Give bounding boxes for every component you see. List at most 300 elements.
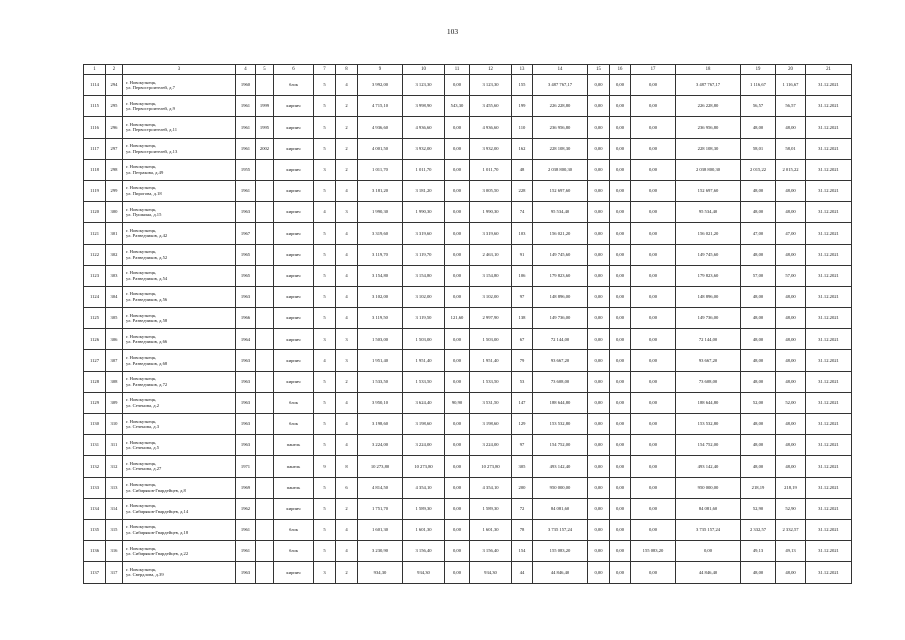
table-cell: 4 (336, 244, 358, 265)
table-cell: 1963 (236, 350, 256, 371)
address-cell (123, 180, 236, 201)
table-cell: 10 273,80 (403, 456, 445, 477)
column-number-cell: 8 (336, 65, 358, 75)
table-cell: 93 667,20 (533, 350, 588, 371)
table-cell: 0,00 (631, 456, 676, 477)
page-number: 103 (446, 27, 459, 36)
address-cell (123, 244, 236, 265)
table-cell: 3 992,00 (358, 75, 403, 96)
table-row (84, 138, 852, 159)
table-row (84, 435, 852, 456)
table-cell: 1 589,30 (470, 498, 512, 519)
address-line: г. Новокузнецк, (126, 545, 157, 551)
table-cell: 1133 (84, 477, 106, 498)
address-line: ул. Разведчиков, д.42 (126, 233, 168, 239)
table-cell: 1 589,30 (403, 498, 445, 519)
table-cell: 493 142,40 (533, 456, 588, 477)
table-cell: 48,00 (741, 117, 776, 138)
table-cell: блок (274, 75, 314, 96)
column-number-cell: 3 (123, 65, 236, 75)
table-cell: 4 (336, 308, 358, 329)
table-cell: 149 736,00 (676, 308, 741, 329)
table-cell: 0,00 (445, 138, 470, 159)
table-cell: 79 (512, 350, 533, 371)
table-cell: 31.12.2021 (806, 498, 852, 519)
table-cell: 0,00 (610, 96, 631, 117)
address-line: г. Новокузнецк, (126, 439, 157, 445)
table-cell: 0,00 (445, 286, 470, 307)
table-cell: 5 (314, 96, 336, 117)
table-cell: 1 503,00 (358, 329, 403, 350)
table-cell: 228 108,30 (676, 138, 741, 159)
column-number-cell: 1 (84, 65, 106, 75)
table-row (84, 180, 852, 201)
address-line: г. Новокузнецк, (126, 460, 157, 466)
address-cell (123, 75, 236, 96)
address-line: ул. Разведчиков, д.54 (126, 275, 168, 281)
table-cell: 0,00 (445, 159, 470, 180)
table-cell: 48,00 (741, 244, 776, 265)
table-cell: 200 (512, 477, 533, 498)
table-cell: 48,00 (776, 308, 806, 329)
address-line: г. Новокузнецк, (126, 418, 157, 424)
table-cell: 0,00 (610, 308, 631, 329)
table-cell: 0,00 (610, 117, 631, 138)
address-cell (123, 286, 236, 307)
table-cell: 0,00 (445, 117, 470, 138)
address-cell (123, 498, 236, 519)
table-cell: 218,19 (741, 477, 776, 498)
table-cell: 44 (512, 562, 533, 583)
table-cell: 5 (314, 477, 336, 498)
table-cell: 31.12.2021 (806, 435, 852, 456)
table-cell: 0,00 (588, 286, 610, 307)
table-cell: 4 (336, 435, 358, 456)
address-line: г. Новокузнецк, (126, 312, 157, 318)
address-line: г. Новокузнецк, (126, 143, 157, 149)
table-cell: 93 667,20 (676, 350, 741, 371)
table-cell: 31.12.2021 (806, 308, 852, 329)
table-cell: 1961 (236, 180, 256, 201)
table-cell: 5 (314, 286, 336, 307)
table-cell: 1969 (236, 477, 256, 498)
column-number-cell: 9 (358, 65, 403, 75)
table-cell: 1129 (84, 392, 106, 413)
table-cell: 31.12.2021 (806, 265, 852, 286)
address-cell (123, 519, 236, 540)
table-cell: 1 533,50 (403, 371, 445, 392)
table-cell: 0,00 (631, 392, 676, 413)
table-cell: 84 081,60 (533, 498, 588, 519)
table-cell: кирпич (274, 117, 314, 138)
table-cell: 294 (106, 75, 123, 96)
column-number-cell: 16 (610, 65, 631, 75)
table-cell: 106 (512, 265, 533, 286)
table-cell: 48,00 (776, 202, 806, 223)
table-cell: 48,00 (741, 562, 776, 583)
table-cell: 56,57 (741, 96, 776, 117)
table-cell: 48,00 (776, 435, 806, 456)
table-cell: 0,00 (631, 223, 676, 244)
table-cell: 0,00 (588, 223, 610, 244)
table-cell: 48,00 (776, 117, 806, 138)
table-cell: 1131 (84, 435, 106, 456)
address-line: ул. Сеченова, д.2 (126, 402, 160, 408)
table-row (84, 244, 852, 265)
table-cell: 236 956,80 (676, 117, 741, 138)
address-line: ул. Свердлова, д.39 (126, 572, 164, 578)
table-cell: 58,01 (741, 138, 776, 159)
table-cell: 57,00 (741, 265, 776, 286)
table-cell: 0,00 (445, 435, 470, 456)
table-cell: 48,00 (776, 562, 806, 583)
table-cell: 0,00 (631, 75, 676, 96)
table-cell (256, 223, 274, 244)
table-cell: 0,00 (588, 350, 610, 371)
table-cell: 0,00 (445, 265, 470, 286)
table-cell: 0,00 (610, 392, 631, 413)
table-cell: 3 (314, 562, 336, 583)
table-cell: 2 (336, 498, 358, 519)
table-cell: 298 (106, 159, 123, 180)
table-cell: 1961 (236, 541, 256, 562)
table-cell: 316 (106, 541, 123, 562)
table-cell: 1 951,40 (403, 350, 445, 371)
table-cell: 305 (106, 308, 123, 329)
table-cell: 0,00 (631, 329, 676, 350)
table-cell (256, 159, 274, 180)
table-cell: 0,00 (588, 117, 610, 138)
table-cell: 154 752,00 (676, 435, 741, 456)
table-cell: 950 000,00 (676, 477, 741, 498)
table-cell: 3 102,00 (470, 286, 512, 307)
table-cell: 5 (314, 371, 336, 392)
address-line: ул. Разведчиков, д.72 (126, 381, 168, 387)
table-cell: 493 142,40 (676, 456, 741, 477)
table-cell: 1 011,70 (403, 159, 445, 180)
table-row (84, 541, 852, 562)
column-number-cell: 18 (676, 65, 741, 75)
table-cell: 1125 (84, 308, 106, 329)
address-cell (123, 541, 236, 562)
table-cell: 0,00 (631, 519, 676, 540)
table-cell: 155 083,20 (533, 541, 588, 562)
table-cell: 297 (106, 138, 123, 159)
address-cell (123, 138, 236, 159)
table-cell: 154 (512, 541, 533, 562)
table-cell: кирпич (274, 350, 314, 371)
column-number-cell: 17 (631, 65, 676, 75)
table-cell: 4 001,50 (358, 138, 403, 159)
table-cell: кирпич (274, 180, 314, 201)
table-cell: 3 154,80 (403, 265, 445, 286)
table-cell: 934,30 (403, 562, 445, 583)
address-line: ул. Первостроителей, д.11 (126, 127, 178, 133)
table-cell: 2 (336, 159, 358, 180)
table-cell: 0,00 (631, 180, 676, 201)
table-cell: 307 (106, 350, 123, 371)
address-cell (123, 477, 236, 498)
table-cell: 1118 (84, 159, 106, 180)
table-cell: 228 (512, 180, 533, 201)
table-cell: 4 (336, 180, 358, 201)
address-cell (123, 350, 236, 371)
address-line: г. Новокузнецк, (126, 482, 157, 488)
table-cell: 31.12.2021 (806, 202, 852, 223)
address-line: г. Новокузнецк, (126, 249, 157, 254)
table-row (84, 159, 852, 180)
table-cell: 3 (336, 329, 358, 350)
table-cell: 0,00 (631, 350, 676, 371)
table-cell: 91 (512, 244, 533, 265)
table-cell: 2 038 800,30 (676, 159, 741, 180)
table-cell: 4 354,10 (403, 477, 445, 498)
table-cell: 1 503,00 (403, 329, 445, 350)
table-cell: 31.12.2021 (806, 159, 852, 180)
address-line: г. Новокузнецк, (126, 206, 157, 212)
table-cell: 3 998,90 (403, 96, 445, 117)
table-cell: 0,00 (610, 286, 631, 307)
table-cell: 0,00 (631, 562, 676, 583)
table-cell: 5 (314, 180, 336, 201)
table-cell: 188 644,80 (676, 392, 741, 413)
address-cell (123, 329, 236, 350)
table-cell: 5 (314, 414, 336, 435)
table-cell: 0,00 (588, 562, 610, 583)
table-cell: 0,00 (588, 180, 610, 201)
table-cell: 5 (314, 308, 336, 329)
table-row (84, 265, 852, 286)
table-cell: 309 (106, 392, 123, 413)
table-cell (256, 350, 274, 371)
table-cell: 1119 (84, 180, 106, 201)
table-row (84, 286, 852, 307)
table-cell: 3 119,70 (403, 244, 445, 265)
table-cell: 2 (336, 562, 358, 583)
table-cell: 1137 (84, 562, 106, 583)
table-cell: 4 (336, 265, 358, 286)
table-cell: 0,00 (445, 519, 470, 540)
table-cell: 3 950,10 (358, 392, 403, 413)
address-line: г. Новокузнецк, (126, 503, 157, 509)
table-cell: кирпич (274, 562, 314, 583)
table-cell: 31.12.2021 (806, 414, 852, 435)
table-cell: 0,00 (631, 308, 676, 329)
table-cell: 72 (512, 498, 533, 519)
column-number-row (84, 65, 852, 75)
table-cell: 0,00 (610, 435, 631, 456)
table-cell: 48 (512, 159, 533, 180)
table-cell: 3 123,30 (403, 75, 445, 96)
address-line: ул. Разведчиков, д.68 (126, 360, 168, 366)
address-line: г. Новокузнецк, (126, 291, 157, 297)
table-cell: 543,30 (445, 96, 470, 117)
table-cell: 121,60 (445, 308, 470, 329)
table-cell: 199 (512, 96, 533, 117)
table-cell: 5 (314, 392, 336, 413)
address-line: г. Новокузнецк, (126, 397, 157, 403)
column-number-cell: 20 (776, 65, 806, 75)
table-cell: 303 (106, 265, 123, 286)
table-cell: 48,00 (741, 308, 776, 329)
table-cell: 53 (512, 371, 533, 392)
address-cell (123, 371, 236, 392)
table-cell: 5 (314, 75, 336, 96)
table-cell: 0,00 (445, 562, 470, 583)
table-cell (256, 329, 274, 350)
table-cell: 1136 (84, 541, 106, 562)
table-cell: 0,00 (445, 371, 470, 392)
table-cell: 0,00 (445, 223, 470, 244)
table-cell: 0,00 (631, 202, 676, 223)
table-cell: 3 735 157,24 (676, 519, 741, 540)
table-cell: 0,00 (588, 138, 610, 159)
table-cell: 1961 (236, 519, 256, 540)
table-cell: 226 228,80 (533, 96, 588, 117)
table-cell: 1999 (256, 96, 274, 117)
table-cell (256, 392, 274, 413)
table-cell: 48,00 (776, 350, 806, 371)
table-cell: 97 (512, 435, 533, 456)
table-cell: 3 119,50 (358, 308, 403, 329)
table-cell: 0,00 (588, 202, 610, 223)
table-cell: 52,90 (741, 498, 776, 519)
table-cell: 48,00 (741, 286, 776, 307)
address-line: г. Новокузнецк, (126, 185, 157, 191)
table-cell (256, 244, 274, 265)
table-cell: 1 533,50 (358, 371, 403, 392)
table-cell: 156 021,20 (676, 223, 741, 244)
table-cell: 0,00 (588, 244, 610, 265)
table-cell: 934,30 (358, 562, 403, 583)
table-cell: 10 273,80 (470, 456, 512, 477)
table-cell: кирпич (274, 96, 314, 117)
table-cell: 1126 (84, 329, 106, 350)
table-cell: 299 (106, 180, 123, 201)
table-cell: кирпич (274, 286, 314, 307)
table-cell: 4 (336, 519, 358, 540)
table-cell: 1121 (84, 223, 106, 244)
address-cell (123, 414, 236, 435)
table-cell: кирпич (274, 244, 314, 265)
table-cell: 3 224,00 (358, 435, 403, 456)
table-cell: 147 (512, 392, 533, 413)
table-cell: 4 (336, 541, 358, 562)
table-row (84, 96, 852, 117)
table-cell: 1 990,30 (470, 202, 512, 223)
table-row (84, 371, 852, 392)
table-cell (256, 519, 274, 540)
table-row (84, 414, 852, 435)
table-cell: 3 932,00 (403, 138, 445, 159)
table-cell: 0,00 (631, 96, 676, 117)
table-cell: 0,00 (610, 202, 631, 223)
table-cell: 72 144,00 (533, 329, 588, 350)
column-number-cell: 12 (470, 65, 512, 75)
table-cell: 3 624,40 (403, 392, 445, 413)
address-line: г. Новокузнецк, (126, 354, 157, 360)
table-cell: 1961 (236, 96, 256, 117)
table-cell: 52,90 (776, 498, 806, 519)
table-cell: 52,00 (776, 392, 806, 413)
table-row (84, 308, 852, 329)
table-cell: 0,00 (631, 159, 676, 180)
table-cell: 2 332,57 (776, 519, 806, 540)
address-cell (123, 117, 236, 138)
address-line: г. Новокузнецк, (126, 376, 157, 382)
table-cell: 31.12.2021 (806, 392, 852, 413)
table-cell: 0,00 (610, 519, 631, 540)
table-cell: 1965 (236, 244, 256, 265)
table-cell: 31.12.2021 (806, 286, 852, 307)
table-cell: 0,00 (588, 371, 610, 392)
address-line: г. Новокузнецк, (126, 79, 157, 85)
table-cell: 0,00 (445, 477, 470, 498)
table-cell: 3 119,70 (358, 244, 403, 265)
table-cell: 0,00 (676, 541, 741, 562)
table-cell: 1995 (256, 117, 274, 138)
table-cell: 1 533,50 (470, 371, 512, 392)
table-cell: 300 (106, 202, 123, 223)
table-cell: 5 (314, 223, 336, 244)
table-cell: 1 751,70 (358, 498, 403, 519)
table-cell: 0,00 (610, 456, 631, 477)
table-cell: 78 (512, 519, 533, 540)
table-cell (256, 498, 274, 519)
table-cell: 950 000,00 (533, 477, 588, 498)
table-cell: 0,00 (631, 244, 676, 265)
table-cell: 1115 (84, 96, 106, 117)
table-cell: 3 230,90 (358, 541, 403, 562)
column-number-cell: 2 (106, 65, 123, 75)
table-cell: блок (274, 414, 314, 435)
table-cell: 2 332,57 (741, 519, 776, 540)
table-cell: 95 534,40 (533, 202, 588, 223)
table-cell: 48,00 (776, 371, 806, 392)
table-row (84, 117, 852, 138)
address-line: ул. Первостроителей, д.7 (126, 85, 175, 91)
table-cell: 0,00 (588, 541, 610, 562)
column-number-cell: 13 (512, 65, 533, 75)
table-cell: 296 (106, 117, 123, 138)
table-cell: 0,00 (588, 329, 610, 350)
table-cell: 149 736,00 (533, 308, 588, 329)
table-cell: 228 108,30 (533, 138, 588, 159)
table-cell: 48,00 (776, 180, 806, 201)
table-cell: 31.12.2021 (806, 477, 852, 498)
table-cell: 310 (106, 414, 123, 435)
table-cell: 188 644,80 (533, 392, 588, 413)
table-cell: 4 (314, 202, 336, 223)
address-line: ул. Первостроителей, д.9 (126, 106, 175, 112)
table-cell: 3 (314, 329, 336, 350)
table-cell: 236 956,80 (533, 117, 588, 138)
table-cell: 0,00 (588, 265, 610, 286)
table-cell: 67 (512, 329, 533, 350)
table-cell (256, 477, 274, 498)
table-cell (256, 371, 274, 392)
table-cell: 2 015,22 (741, 159, 776, 180)
table-cell: 1 951,40 (470, 350, 512, 371)
address-line: г. Новокузнецк, (126, 227, 157, 233)
table-cell: 1 951,40 (358, 350, 403, 371)
address-cell (123, 308, 236, 329)
address-line: г. Новокузнецк, (126, 566, 157, 572)
table-cell: 1963 (236, 562, 256, 583)
address-line: ул. Разведчиков, д.52 (126, 254, 168, 260)
housing-register-table (83, 64, 852, 584)
table-cell: 3 156,40 (403, 541, 445, 562)
